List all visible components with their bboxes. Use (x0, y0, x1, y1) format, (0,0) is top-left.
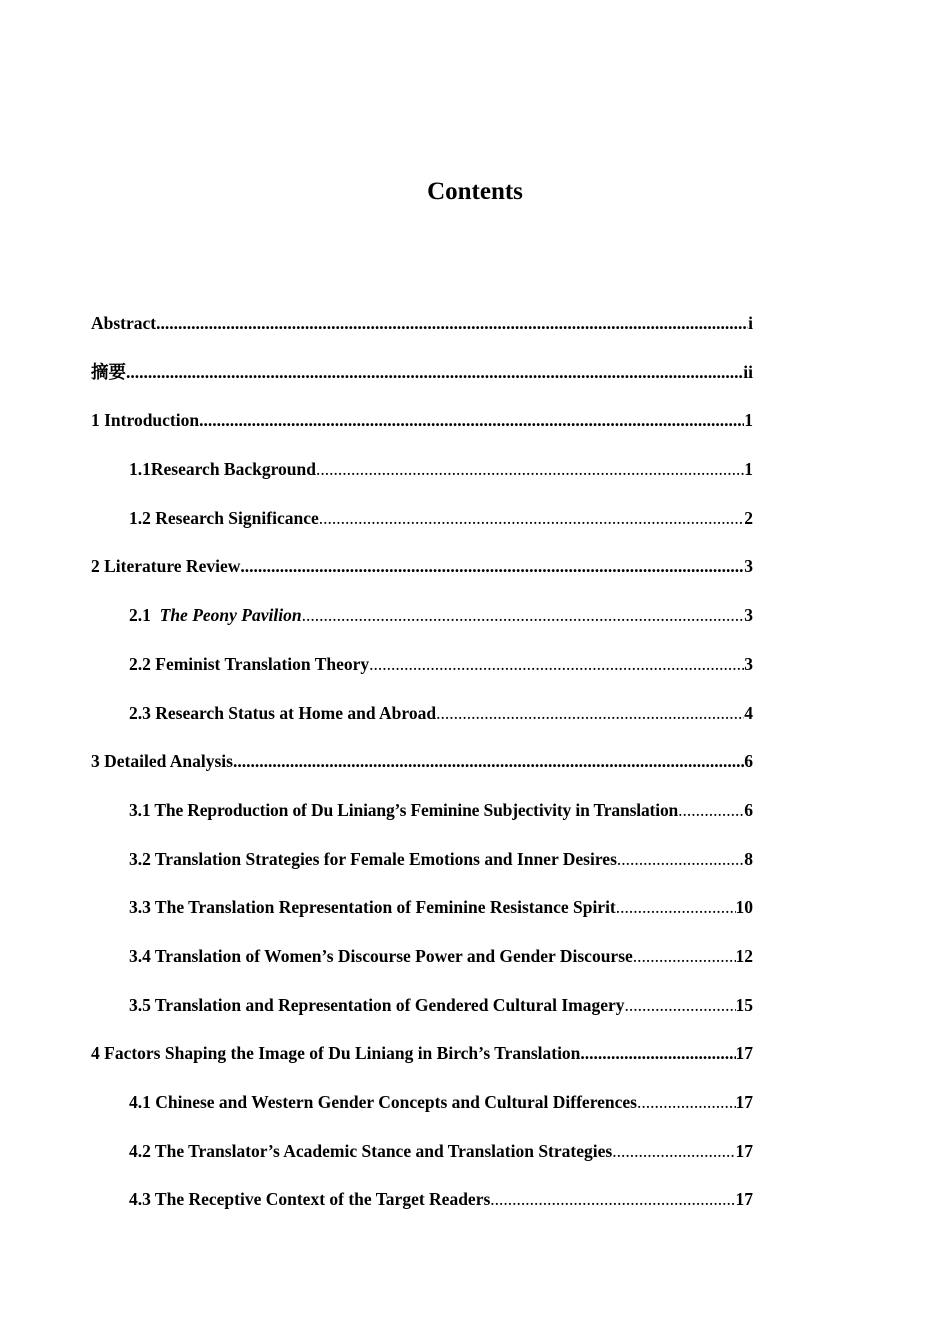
toc-entry-factors-shaping[interactable] (91, 1038, 753, 1087)
toc-entry-label: 4.1 Chinese and Western Gender Concepts and Cultural Differences (129, 1092, 637, 1112)
dot-leader (233, 746, 744, 776)
toc-entry-label: 1.1Research Background (129, 459, 317, 480)
table-of-contents (91, 308, 753, 1233)
toc-entry-research-background[interactable] (91, 454, 753, 503)
toc-entry-page: 6 (744, 751, 753, 772)
toc-entry-label: 3 Detailed Analysis (91, 751, 233, 772)
toc-entry-research-significance[interactable] (91, 503, 753, 552)
toc-entry-label: 1.2 Research Significance (129, 507, 319, 528)
toc-entry-page: i (748, 313, 753, 333)
toc-entry-section-4-1[interactable] (91, 1087, 753, 1136)
toc-entry-label: 摘要 (91, 361, 126, 382)
toc-entry-section-4-2[interactable] (91, 1136, 753, 1185)
dot-leader (633, 941, 736, 971)
toc-entry-literature-review[interactable] (91, 551, 753, 600)
dot-leader (240, 551, 744, 581)
toc-entry-page: 6 (744, 799, 753, 820)
toc-entry-label: 3.5 Translation and Representation of Gendered Cultural Imagery (129, 994, 625, 1015)
dot-leader (580, 1038, 735, 1068)
toc-entry-label: 2.2 Feminist Translation Theory (129, 653, 370, 674)
toc-entry-section-3-3[interactable] (91, 892, 753, 941)
toc-entry-page: 1 (744, 459, 753, 480)
toc-entry-label: 3.1 The Reproduction of Du Liniang’s Feminine Subjectivity in Translation (129, 799, 679, 820)
toc-entry-research-status[interactable] (91, 698, 753, 747)
toc-entry-label: 4.3 The Receptive Context of the Target Readers (129, 1189, 491, 1210)
toc-entry-label: 4 Factors Shaping the Image of Du Liniang in Birch’s Translation (91, 1043, 581, 1064)
toc-entry-number: 2.1 (129, 605, 160, 626)
toc-entry-page: 3 (744, 556, 753, 577)
toc-entry-section-3-5[interactable] (91, 990, 753, 1039)
toc-entry-section-3-2[interactable] (91, 844, 753, 893)
dot-leader (316, 454, 744, 484)
dot-leader (126, 357, 743, 387)
toc-entry-page: 17 (735, 1043, 753, 1064)
dot-leader (302, 600, 745, 630)
toc-entry-section-3-1[interactable] (91, 795, 753, 844)
toc-entry-label: 3.3 The Translation Representation of Feminine Resistance Spirit (129, 897, 616, 918)
dot-leader (637, 1087, 736, 1117)
toc-entry-abstract[interactable] (91, 308, 753, 357)
toc-entry-label (129, 600, 302, 630)
dot-leader (616, 892, 736, 922)
dot-leader (319, 503, 745, 533)
toc-entry-page: 8 (744, 848, 753, 869)
dot-leader (156, 308, 748, 338)
toc-entry-page: 3 (744, 605, 753, 626)
toc-entry-page: 17 (735, 1189, 753, 1210)
toc-entry-label: 3.4 Translation of Women’s Discourse Power and Gender Discourse (129, 945, 633, 966)
toc-entry-italic-title: The Peony Pavilion (159, 605, 302, 626)
toc-entry-section-4-3[interactable] (91, 1184, 753, 1233)
toc-entry-page: 12 (735, 945, 753, 966)
toc-entry-page: 10 (735, 897, 753, 918)
toc-entry-page: 2 (744, 507, 753, 528)
toc-entry-label: 2.3 Research Status at Home and Abroad (129, 702, 437, 723)
toc-entry-label: Abstract (91, 313, 157, 333)
toc-entry-chinese-abstract[interactable] (91, 357, 753, 406)
dot-leader (369, 649, 744, 679)
dot-leader (612, 1136, 735, 1166)
toc-entry-introduction[interactable] (91, 405, 753, 454)
dot-leader (436, 698, 744, 728)
toc-entry-page: 17 (735, 1140, 753, 1161)
page-title: Contents (427, 177, 523, 205)
toc-entry-page: 1 (744, 410, 753, 431)
toc-entry-page: ii (743, 361, 753, 382)
dot-leader (625, 990, 736, 1020)
toc-entry-page: 3 (744, 653, 753, 674)
toc-entry-page: 4 (744, 702, 753, 723)
toc-entry-label: 1 Introduction (91, 410, 200, 431)
dot-leader (199, 405, 744, 435)
toc-entry-page: 15 (735, 994, 753, 1015)
toc-entry-peony-pavilion[interactable] (91, 600, 753, 649)
dot-leader (678, 795, 744, 825)
toc-entry-feminist-translation-theory[interactable] (91, 649, 753, 698)
toc-entry-label: 2 Literature Review (91, 556, 241, 577)
toc-entry-label: 3.2 Translation Strategies for Female Emotions and Inner Desires (129, 848, 617, 869)
toc-entry-label: 4.2 The Translator’s Academic Stance and Translation Strategies (129, 1140, 613, 1161)
toc-entry-detailed-analysis[interactable] (91, 746, 753, 795)
dot-leader (490, 1184, 735, 1214)
toc-entry-page: 17 (735, 1092, 753, 1112)
toc-entry-section-3-4[interactable] (91, 941, 753, 990)
dot-leader (617, 844, 744, 874)
